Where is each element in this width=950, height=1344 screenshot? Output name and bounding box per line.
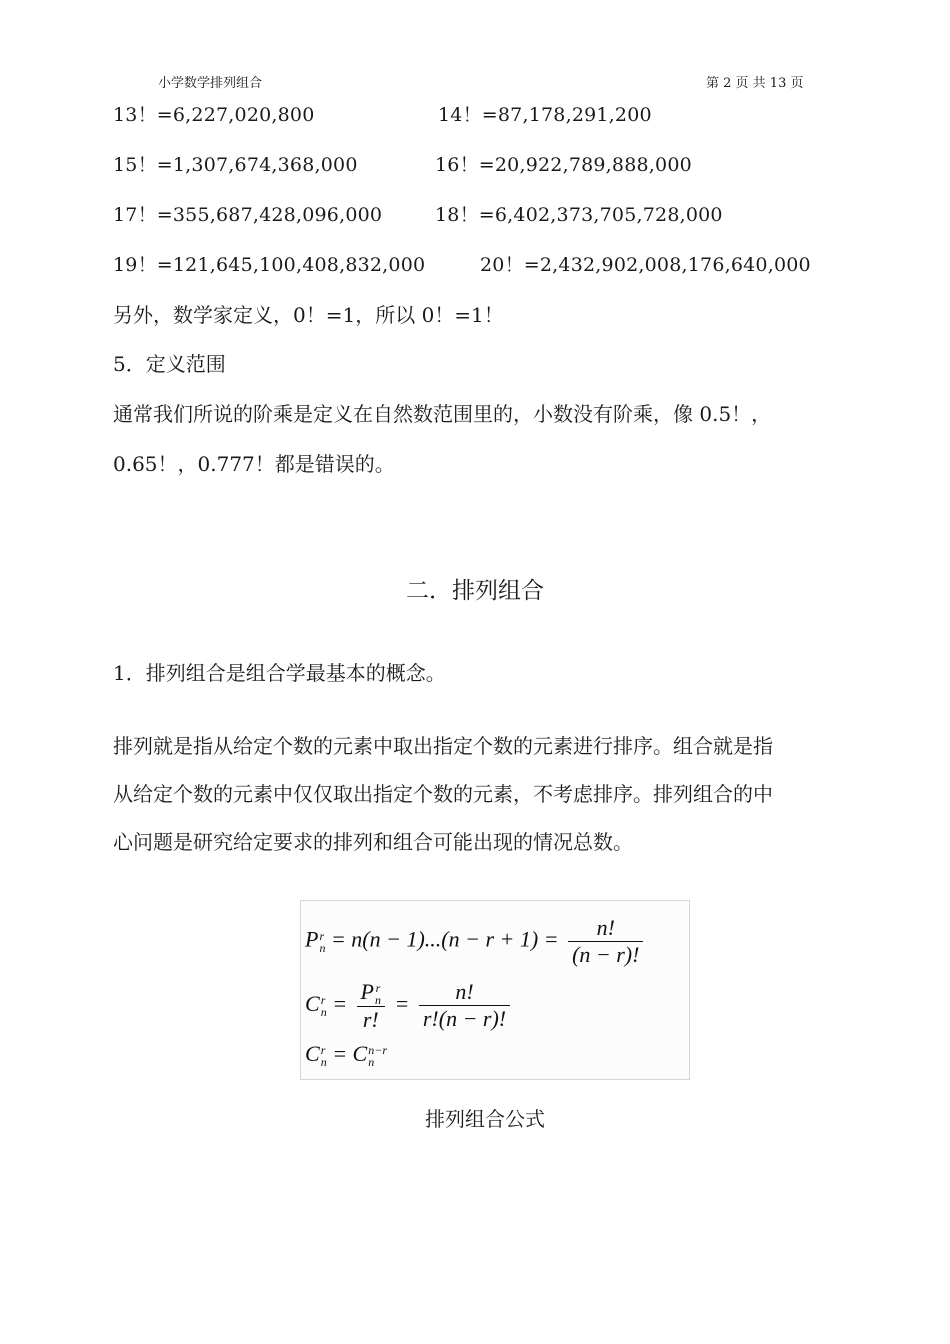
header-page-info: 第 2 页 共 13 页 <box>706 76 804 91</box>
factorial-20: 20！=2,432,902,008,176,640,000 <box>480 254 811 276</box>
factorial-13: 13！=6,227,020,800 <box>113 104 315 126</box>
formula-image <box>300 900 690 1080</box>
range-paragraph-line2: 0.65！，0.777！都是错误的。 <box>113 452 395 476</box>
factorial-19: 19！=121,645,100,408,832,000 <box>113 254 426 276</box>
subheading-concept: 1．排列组合是组合学最基本的概念。 <box>113 661 446 685</box>
heading-definition-range: 5．定义范围 <box>113 352 226 376</box>
header-doc-title: 小学数学排列组合 <box>158 76 263 91</box>
factorial-17: 17！=355,687,428,096,000 <box>113 204 383 226</box>
factorial-15: 15！=1,307,674,368,000 <box>113 154 358 176</box>
range-paragraph-line1: 通常我们所说的阶乘是定义在自然数范围里的，小数没有阶乘，像 0.5！， <box>113 402 772 426</box>
permutation-formula: P r n = n(n − 1)...(n − r + 1) = $\frac{n!}{(n - r)!}$ <box>305 915 647 968</box>
factorial-16: 16！=20,922,789,888,000 <box>435 154 692 176</box>
symmetry-formula: C r n = C n−r n <box>305 1041 388 1069</box>
formula-caption: 排列组合公式 <box>425 1107 545 1131</box>
zero-factorial-note: 另外，数学家定义，0！=1，所以 0！=1！ <box>113 303 504 327</box>
section-title: 二．排列组合 <box>406 578 544 604</box>
factorial-14: 14！=87,178,291,200 <box>438 104 652 126</box>
definition-line1: 排列就是指从给定个数的元素中取出指定个数的元素进行排序。组合就是指 <box>113 734 773 758</box>
combination-formula: C r n = P r n r! = $\frac{n!}{r!(n - r)!}$ <box>305 979 514 1033</box>
definition-line3: 心问题是研究给定要求的排列和组合可能出现的情况总数。 <box>113 830 633 854</box>
factorial-18: 18！=6,402,373,705,728,000 <box>435 204 723 226</box>
definition-line2: 从给定个数的元素中仅仅取出指定个数的元素，不考虑排序。排列组合的中 <box>113 782 773 806</box>
